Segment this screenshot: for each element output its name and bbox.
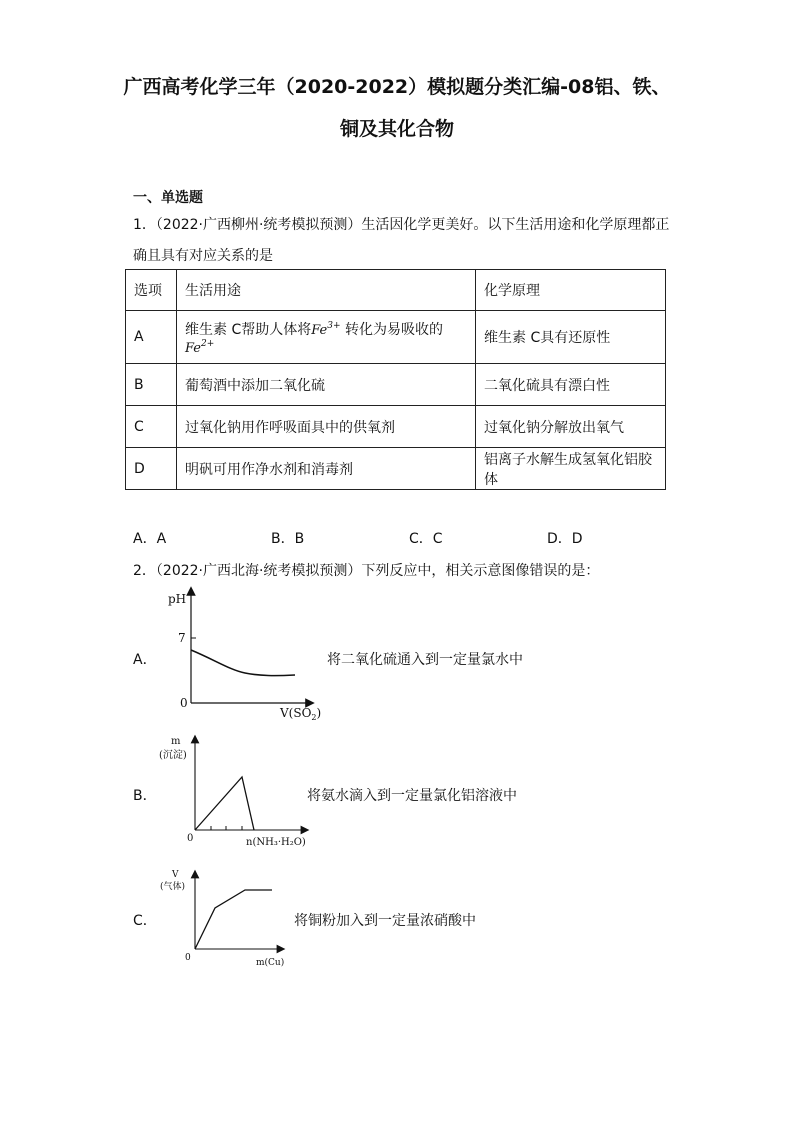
graph-b-ylabel1: m — [171, 736, 181, 747]
row-c-principle: 过氧化钠分解放出氧气 — [476, 406, 666, 448]
row-d-principle: 铝离子水解生成氢氧化铝胶体 — [476, 448, 666, 490]
table-row — [126, 311, 666, 364]
row-a-use-text2: 转化为易吸收的 — [344, 321, 443, 338]
graph-c-ylabel1: V — [172, 870, 179, 880]
header-option: 选项 — [126, 270, 177, 311]
q1-choice-a[interactable]: A．A — [133, 531, 167, 547]
fe-symbol-2: Fe — [185, 340, 202, 356]
q2-option-b-label[interactable]: B． — [133, 788, 157, 804]
row-a-option: A — [126, 311, 177, 364]
row-d-option: D — [126, 448, 177, 490]
graph-a-xlabel-end: ) — [316, 706, 322, 720]
graph-c-curve — [195, 890, 272, 949]
fe-symbol-1: Fe — [311, 322, 328, 338]
q2-option-c-desc: 将铜粉加入到一定量浓硝酸中 — [294, 913, 476, 929]
row-c-use: 过氧化钠用作呼吸面具中的供氧剂 — [177, 406, 476, 448]
graph-a-ylabel: pH — [168, 592, 187, 606]
table-row — [126, 406, 666, 448]
q2-option-a-desc: 将二氧化硫通入到一定量氯水中 — [327, 652, 523, 668]
graph-b-origin: 0 — [187, 833, 194, 844]
doc-title-line1: 广西高考化学三年（2020-2022）模拟题分类汇编-08铝、铁、 — [123, 76, 671, 98]
row-c-option: C — [126, 406, 177, 448]
section-heading: 一、单选题 — [133, 190, 203, 206]
row-b-use: 葡萄酒中添加二氧化硫 — [177, 364, 476, 406]
q2-option-a-label[interactable]: A． — [133, 652, 157, 668]
table-header-row — [126, 270, 666, 311]
graph-b-curve — [195, 777, 254, 830]
table-row — [126, 364, 666, 406]
q2-option-c-label[interactable]: C． — [133, 913, 157, 929]
q1-choice-b[interactable]: B．B — [271, 531, 305, 547]
q1-choice-d[interactable]: D．D — [547, 531, 583, 547]
graph-c-ylabel2: (气体) — [160, 882, 186, 892]
row-b-option: B — [126, 364, 177, 406]
q1-options-table — [125, 269, 666, 490]
graph-a-ph-vs-so2 — [160, 585, 335, 725]
header-use: 生活用途 — [177, 270, 476, 311]
graph-a-curve — [191, 650, 295, 676]
table-row — [126, 448, 666, 490]
graph-b-xlabel: n(NH₃·H₂O) — [246, 837, 306, 848]
q1-choice-c[interactable]: C．C — [409, 531, 443, 547]
row-a-principle: 维生素 C具有还原性 — [476, 311, 666, 364]
graph-a-origin: 0 — [180, 696, 188, 710]
row-a-use — [177, 311, 476, 364]
header-principle: 化学原理 — [476, 270, 666, 311]
q2-option-b-desc: 将氨水滴入到一定量氯化铝溶液中 — [307, 788, 517, 804]
graph-a-xlabel-main: V(SO — [280, 706, 312, 720]
fe3-charge: 3+ — [327, 320, 341, 331]
graph-a-ytick-7: 7 — [178, 631, 186, 645]
q1-stem-line2: 确且具有对应关系的是 — [133, 248, 273, 264]
graph-a-xlabel-sub: 2 — [311, 713, 317, 722]
row-a-use-text1: 维生素 C帮助人体将 — [185, 321, 312, 338]
graph-a-xlabel — [279, 706, 321, 722]
q2-stem: 2．（2022·广西北海·统考模拟预测）下列反应中，相关示意图像错误的是： — [133, 563, 600, 579]
row-b-principle: 二氧化硫具有漂白性 — [476, 364, 666, 406]
q1-stem-line1: 1．（2022·广西柳州·统考模拟预测）生活因化学更美好。以下生活用途和化学原理都正 — [133, 217, 670, 233]
row-d-use: 明矾可用作净水剂和消毒剂 — [177, 448, 476, 490]
graph-b-ylabel2: (沉淀) — [159, 750, 187, 761]
doc-title-line2: 铜及其化合物 — [339, 118, 454, 140]
graph-b-precipitate — [155, 733, 315, 851]
fe2-charge: 2+ — [201, 338, 215, 349]
graph-c-gas-volume — [155, 868, 295, 974]
graph-c-xlabel: m(Cu) — [256, 958, 285, 968]
graph-c-origin: 0 — [185, 953, 191, 963]
